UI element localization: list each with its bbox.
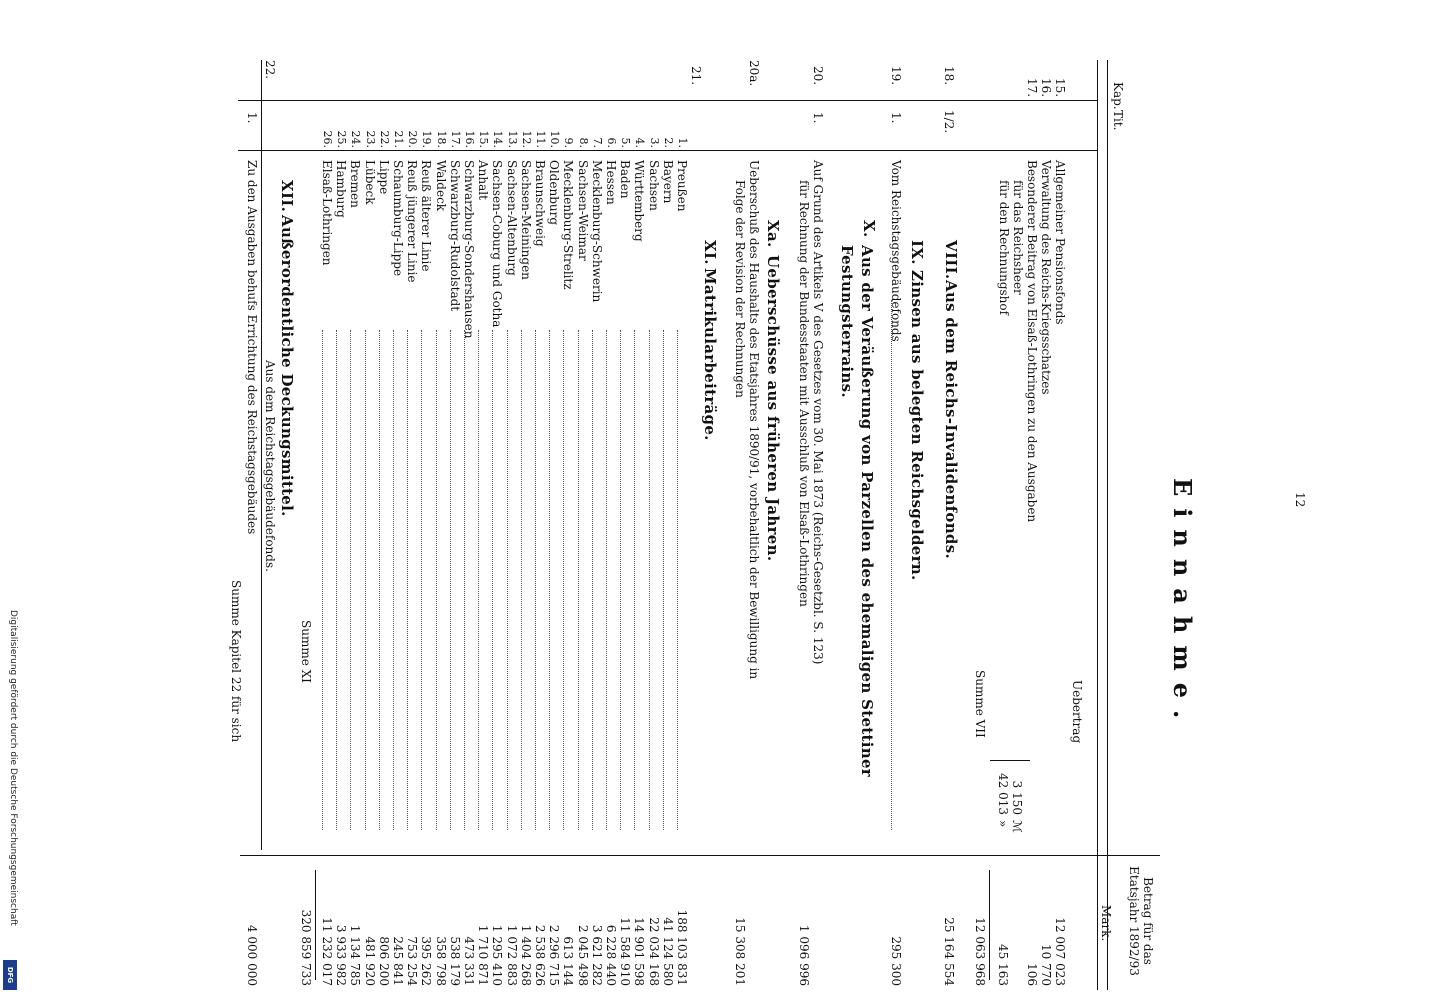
state-tit: 4. (633, 137, 647, 148)
state-name: Sachsen-Coburg und Gotha (490, 160, 505, 328)
leader-dots (349, 330, 351, 830)
section-x-kap: 20. (811, 66, 825, 86)
section-rule (261, 60, 262, 850)
state-amount: 1 404 268 (518, 924, 533, 986)
leader-dots (562, 330, 564, 830)
state-tit: 13. (505, 130, 519, 148)
section-ix-roman: IX. (908, 240, 926, 265)
state-name: Württemberg (632, 160, 647, 242)
sub-amount-a-unit: ℳ (1010, 820, 1024, 833)
state-amount: 538 179 (447, 936, 462, 986)
sub-amount-sum: 45 163 (996, 944, 1010, 986)
state-name: Lübeck (362, 160, 377, 205)
state-tit: 24. (349, 130, 363, 148)
section-x-title: Aus der Veräußerung von Parzellen des ehemaligen Stettiner Festungsterrains. (838, 245, 876, 777)
leader-dots (633, 330, 635, 830)
state-tit: 6. (605, 137, 618, 148)
sub-amount-b-unit: » (996, 820, 1010, 828)
footer (6, 610, 20, 990)
leader-dots (548, 330, 550, 830)
state-amount: 2 296 715 (547, 924, 562, 986)
sub-amount-rule (990, 760, 1030, 761)
section-xa-amount: 15 308 201 (733, 917, 747, 986)
dfg-logo-icon (3, 960, 17, 990)
sub-amount-b: 42 013 (996, 773, 1010, 815)
leader-dots (605, 330, 607, 830)
state-name: Preußen (675, 160, 689, 212)
section-viii-roman: VIII. (942, 240, 960, 280)
state-tit: 8. (576, 137, 590, 148)
section-ix-title: Zinsen aus belegten Reichsgeldern. (908, 270, 926, 581)
section-xii-text: Zu den Ausgaben behufs Errichtung des Reichstagsgebäudes (245, 160, 259, 535)
state-tit: 5. (619, 137, 633, 148)
section-viii-amount: 25 164 554 (942, 917, 956, 986)
state-name: Oldenburg (547, 160, 562, 226)
section-xii-sub: Aus dem Reichstagsgebäudefonds. (263, 360, 277, 572)
state-amount: 245 841 (391, 936, 405, 986)
section-x-text1: Auf Grund des Artikels V des Gesetzes vom 30. Mai 1873 (Reichs-Gesetzbl. S. 123) (811, 160, 825, 665)
state-tit: 26. (321, 130, 334, 148)
state-name: Schaumburg-Lippe (391, 160, 405, 277)
section-ix-amount: 295 300 (889, 936, 903, 986)
state-name: Schwarzburg-Rudolstadt (447, 160, 462, 312)
page-heading: Einnahme. (1168, 478, 1197, 731)
summe-xi-amount: 320 859 733 (299, 909, 313, 986)
section-ix-kap: 19. (889, 66, 903, 86)
state-amount: 481 920 (362, 936, 377, 986)
state-tit: 11. (534, 130, 547, 148)
state-name: Sachsen-Altenburg (504, 160, 519, 276)
state-name: Mecklenburg-Schwerin (589, 160, 604, 303)
state-amount: 1 295 410 (490, 924, 505, 986)
state-tit: 18. (434, 130, 448, 148)
row-text: für den Rechnungshof (997, 180, 1011, 316)
column-mark: Mark. (1099, 905, 1113, 942)
state-name: Bremen (348, 160, 363, 208)
section-ix-text: Vom Reichstagsgebäudefonds (889, 160, 903, 342)
state-amount: 806 200 (376, 936, 391, 986)
row-amount: 10 770 (1039, 944, 1053, 986)
leader-dots (335, 330, 337, 830)
state-name: Sachsen-Weimar (575, 160, 590, 261)
state-tit: 12. (519, 130, 533, 148)
section-xi-kap: 21. (689, 66, 703, 86)
column-tit: Tit. (1111, 110, 1125, 131)
section-viii-kap: 18. (942, 66, 956, 86)
summe-rule (315, 870, 316, 980)
state-amount: 11 584 910 (618, 917, 633, 986)
state-amount: 2 045 498 (575, 924, 590, 986)
state-name: Mecklenburg-Strelitz (561, 160, 576, 290)
section-xii-roman: XII. (278, 180, 296, 213)
section-viii-title: Aus dem Reichs-Invalidenfonds. (942, 280, 960, 559)
section-xii-summe-label: Summe Kapitel 22 für sich (229, 580, 243, 743)
row-text: Allgemeiner Pensionsfonds (1053, 160, 1067, 325)
state-name: Anhalt (476, 160, 491, 200)
state-amount: 358 798 (433, 936, 448, 986)
row-text: Besonderer Beitrag von Elsaß-Lothringen zu den Ausgaben (1025, 160, 1039, 523)
state-amount: 6 228 440 (604, 924, 618, 986)
state-amount: 41 124 580 (660, 917, 675, 986)
header-rule (1097, 60, 1098, 990)
leader-dots (591, 330, 593, 830)
leader-dots (406, 330, 408, 830)
state-name: Lippe (376, 160, 391, 195)
state-amount: 753 254 (405, 936, 420, 986)
state-tit: 17. (448, 130, 462, 148)
row-amount: 12 007 023 (1053, 917, 1067, 986)
state-tit: 15. (477, 130, 491, 148)
state-tit: 3. (647, 137, 661, 148)
summe-vii-label: Summe VII (973, 670, 987, 738)
row-tit: 17. (1025, 78, 1039, 98)
leader-dots (676, 330, 678, 830)
leader-dots (420, 330, 422, 830)
leader-dots (648, 330, 650, 830)
leader-dots (477, 330, 479, 830)
dfg-logo-label: DFG (6, 966, 14, 984)
column-kap: Kap. (1111, 82, 1125, 110)
section-xii-title: Außerordentliche Deckungsmittel. (278, 215, 296, 517)
row-tit: 15. (1053, 78, 1067, 98)
row-text: für das Reichsheer (1011, 180, 1025, 295)
state-tit: 20. (406, 130, 420, 148)
state-tit: 21. (392, 130, 405, 148)
footer-text: Digitalisierung gefördert durch die Deutsche Forschungsgemeinschaft (8, 610, 18, 926)
section-x-amount: 1 096 996 (797, 924, 811, 986)
leader-dots (321, 330, 323, 830)
leader-dots (491, 330, 493, 830)
state-tit: 2. (661, 137, 675, 148)
section-xii-tit: 1. (245, 112, 259, 124)
state-tit: 10. (548, 130, 562, 148)
section-xa-kap: 20a. (747, 60, 761, 87)
section-xa-text2: Folge der Revision der Rechnungen (733, 180, 747, 398)
section-x-roman: X. (860, 220, 878, 238)
state-amount: 11 232 017 (320, 917, 334, 986)
row-tit: 16. (1039, 78, 1053, 98)
state-amount: 2 538 626 (533, 924, 547, 986)
state-amount: 3 621 282 (589, 924, 604, 986)
state-amount: 613 144 (561, 936, 576, 986)
column-betrag: Betrag für das Etatsjahr 1892/93 (1127, 866, 1155, 976)
row-text: Verwaltung des Reichs-Kriegsschatzes (1039, 160, 1053, 395)
state-tit: 25. (335, 130, 349, 148)
state-amount: 473 331 (462, 936, 476, 986)
state-name: Hessen (604, 160, 618, 205)
state-name: Hamburg (334, 160, 349, 218)
leader-dots (577, 330, 579, 830)
section-xa-roman: Xa. (764, 220, 782, 248)
tit-column-rule (238, 150, 1098, 151)
state-name: Reuß älterer Linie (419, 160, 434, 272)
section-ix-tit: 1. (889, 112, 903, 124)
leader-dots (506, 330, 508, 830)
leader-dots (520, 330, 522, 830)
page-number: 12 (1293, 492, 1307, 508)
leader-dots (534, 330, 536, 830)
leader-dots (463, 330, 465, 830)
section-x-tit: 1. (811, 112, 825, 124)
state-amount: 3 933 982 (334, 924, 349, 986)
leader-dots (449, 330, 451, 830)
section-xa-text1: Ueberschuß des Haushalts des Etatsjahres 1890/91, vorbehaltlich der Bewilligung in (747, 160, 761, 680)
sub-amount-a: 3 150 (1010, 780, 1024, 815)
state-amount: 1 134 785 (348, 924, 363, 986)
state-name: Elsaß-Lothringen (320, 160, 334, 266)
leader-dots (619, 330, 621, 830)
state-tit: 14. (491, 130, 505, 148)
state-tit: 19. (420, 130, 434, 148)
kap-column-rule (238, 100, 1098, 101)
state-tit: 7. (590, 137, 604, 148)
leader-dots (378, 330, 380, 830)
section-xi-roman: XI. (701, 240, 719, 265)
leader-dots (364, 330, 366, 830)
state-tit: 22. (377, 130, 391, 148)
state-name: Schwarzburg-Sondershausen (462, 160, 476, 339)
summe-xi-label: Summe XI (299, 620, 313, 683)
state-tit: 16. (463, 130, 476, 148)
leader-dots (392, 330, 394, 830)
state-tit: 23. (363, 130, 377, 148)
section-viii-tit: 1/2. (942, 110, 956, 134)
section-xa-title: Ueberschüsse aus früheren Jahren. (764, 255, 782, 562)
section-xii-kap: 22. (263, 60, 277, 80)
state-tit: 9. (562, 137, 576, 148)
state-amount: 14 901 598 (632, 917, 647, 986)
state-name: Bayern (660, 160, 675, 204)
state-amount: 1 710 871 (476, 924, 491, 986)
rotated-document (100, 0, 1380, 1000)
leader-dots (435, 330, 437, 830)
uebertrag-label: Uebertrag (1070, 680, 1084, 744)
header-rule-thin (1107, 60, 1108, 990)
state-name: Waldeck (433, 160, 448, 212)
section-x-text2: für Rechnung der Bundesstaaten mit Ausschluß von Elsaß-Lothringen (797, 180, 811, 607)
state-name: Braunschweig (533, 160, 547, 247)
state-amount: 395 262 (419, 936, 434, 986)
state-amount: 1 072 883 (504, 924, 519, 986)
summe-vii-amount: 12 063 968 (973, 917, 987, 986)
leader-dots (890, 300, 892, 830)
leader-dots (662, 330, 664, 830)
section-xi-title: Matrikularbeiträge. (701, 268, 719, 441)
state-name: Baden (618, 160, 633, 199)
state-amount: 188 103 831 (675, 909, 689, 986)
state-name: Sachsen-Meiningen (518, 160, 533, 280)
state-name: Sachsen (646, 160, 661, 211)
row-amount: 106 (1025, 963, 1039, 986)
summe-rule (989, 870, 990, 980)
state-amount: 22 034 168 (646, 917, 661, 986)
state-tit: 1. (676, 137, 689, 148)
state-name: Reuß jüngerer Linie (405, 160, 420, 283)
section-xii-amount: 4 000 000 (245, 924, 259, 986)
